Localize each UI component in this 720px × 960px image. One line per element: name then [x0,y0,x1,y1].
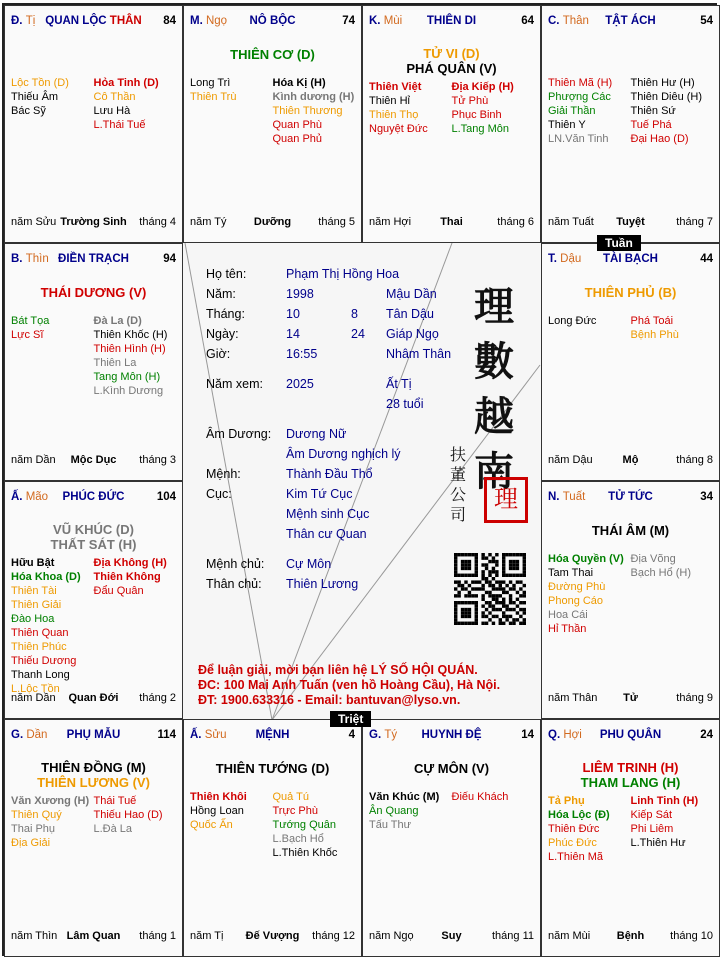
info-value: Cự Môn [286,557,332,571]
palace-month: tháng 10 [670,930,713,942]
main-star: LIÊM TRINH (H) [582,760,679,775]
star: Tử Phù [451,95,489,107]
main-star: THẤT SÁT (H) [50,537,137,552]
stars-left [11,76,90,118]
star: Tuế Phá [630,119,672,131]
palace-footer [11,216,176,230]
palace-footer [190,216,355,230]
horoscope-chart [2,3,717,956]
seal-char: 扶 [450,445,467,464]
stars-left [190,790,269,832]
seal-char: 董 [450,465,467,484]
star: Thiếu Hao (D) [93,809,163,821]
palace-number: 54 [700,15,713,27]
main-star: THIÊN TƯỚNG (D) [215,761,330,776]
calligraphy-char: 南 [474,448,514,495]
stars-right [94,314,173,398]
info-value-canchi: Nhâm Thân [386,347,452,361]
palace-title: HUYNH ĐỆ [421,729,482,741]
palace-month: tháng 8 [676,454,713,466]
star: Tang Môn (H) [93,371,161,383]
palace-footer [548,454,713,468]
info-value: Phạm Thị Hồng Hoa [286,267,400,281]
palace-header [190,729,355,743]
star: Hỏa Tinh (D) [93,77,159,89]
palace-title: QUAN LỘC THÂN [45,15,142,27]
info-label: Họ tên: [206,267,247,281]
star: Quả Tú [272,791,309,803]
palace-header [11,253,176,267]
star: Thiên Việt [369,81,422,93]
palace-header [190,15,355,29]
palace-number: 44 [700,253,713,265]
palace-header [548,253,713,267]
seal-char: 公 [450,485,467,504]
info-label: Mệnh chủ: [206,557,265,571]
palace-footer [11,454,176,468]
palace-stage: Mộ [622,454,639,466]
palace-year: năm Dần [11,692,56,704]
palace-header [548,729,713,743]
star: Phi Liêm [630,823,674,835]
info-value: Thành Đầu Thổ [286,467,373,481]
star: Tấu Thư [369,819,412,831]
star: Phượng Các [548,91,611,103]
star: Hóa Kị (H) [272,77,326,89]
palace-stage: Quan Đới [68,692,119,704]
star: Thiên Quan [11,627,69,639]
stars-left [11,314,90,342]
star: Thiếu Dương [11,655,77,667]
palace-thin [4,243,183,481]
star: Nguyệt Đức [369,123,428,135]
stars-left [11,556,90,696]
palace-month: tháng 1 [139,930,176,942]
palace-year: năm Mùi [548,930,591,942]
palace-title: NÔ BỘC [249,15,296,27]
info-value-lunar: 24 [351,327,365,341]
stars-right [94,794,173,836]
palace-footer [11,692,176,706]
palace-month: tháng 6 [497,216,534,228]
star: L.Thiên Khốc [272,847,338,859]
palace-number: 114 [157,729,176,741]
info-value: Âm Dương nghịch lý [286,447,401,461]
palace-month: tháng 3 [139,454,176,466]
star: Tướng Quân [272,819,336,831]
star: Trực Phù [272,805,318,817]
palace-stage: Mộc Dục [70,454,117,466]
palace-suu [183,719,362,957]
calligraphy-char: 數 [474,338,514,385]
info-value: Thiên Lương [286,577,359,591]
palace-title: TÀI BẠCH [603,253,658,265]
star: Phá Toái [630,315,674,327]
star: Hoa Cái [548,609,588,621]
palace-stage: Lâm Quan [66,930,121,942]
info-value: 2025 [286,377,314,391]
palace-ti [4,5,183,243]
palace-header [369,15,534,29]
palace-ty [362,719,541,957]
palace-can-chi: C. Thân [548,15,589,27]
star: Kình dương (H) [272,91,355,103]
star: Linh Tinh (H) [630,795,699,807]
star: L.Lộc Tồn [11,683,60,695]
palace-year: năm Tuất [548,216,594,228]
stars-right [272,76,355,146]
star: Đường Phù [548,581,606,593]
info-label: Năm: [206,287,236,301]
palace-month: tháng 5 [318,216,355,228]
palace-header [369,729,534,743]
star: Thiên Khốc (H) [93,329,168,341]
star: Hồng Loan [190,805,244,817]
palace-month: tháng 12 [312,930,355,942]
star: Thiên Tài [11,585,57,597]
palace-stage: Dưỡng [253,216,292,228]
star: Quan Phù [272,119,323,131]
main-star: CỰ MÔN (V) [413,761,490,776]
star: Ân Quang [369,805,419,817]
star: Thái Tuế [93,795,137,807]
star: Thiên Khôi [190,791,247,803]
stars-right [452,80,531,136]
star: Thiếu Âm [11,91,59,103]
seal-char: 司 [450,505,467,524]
calligraphy-char: 越 [474,393,514,440]
star: Lưu Hà [93,105,131,117]
star: Địa Giải [11,837,51,849]
star: Thiên Diêu (H) [630,91,703,103]
star: Phong Cáo [548,595,604,607]
info-label: Giờ: [206,347,231,361]
star: Thiên Y [548,119,586,131]
seal-stamp [450,445,472,525]
star: Hữu Bật [11,557,55,569]
stars-right [631,76,710,146]
palace-title: PHÚC ĐỨC [62,491,125,503]
star: Văn Khúc (M) [369,791,440,803]
palace-footer [548,930,713,944]
palace-number: 84 [163,15,176,27]
star: Thiên Sứ [630,105,676,117]
palace-stage: Trường Sinh [60,216,127,228]
info-value-canchi: Tân Dậu [386,307,434,321]
palace-can-chi: Ấ. Sửu [190,729,227,741]
palace-stage: Bệnh [616,930,645,942]
star: Văn Xương (H) [11,795,90,807]
palace-tuat [541,481,720,719]
palace-year: năm Ngọ [369,930,414,942]
star: L.Thiên Mã [548,851,604,863]
palace-title: PHU QUÂN [599,729,662,741]
star: Kiếp Sát [630,809,673,821]
palace-dan [4,719,183,957]
star: Thiên Giải [11,599,62,611]
star: Lộc Tồn (D) [11,77,69,89]
contact-line: Để luận giải, mời bạn liên hệ LÝ SỐ HỘI QUÁN. [198,663,478,677]
main-star: THIÊN LƯƠNG (V) [37,775,150,790]
palace-number: 64 [521,15,534,27]
palace-stage: Thai [440,216,463,228]
palace-can-chi: Ấ. Mão [11,491,49,503]
star: Hóa Quyền (V) [548,553,624,565]
star: Thiên Thương [272,105,343,117]
info-value-canchi: Giáp Ngọ [386,327,439,341]
star: Long Trì [190,77,231,89]
star: Đà La (D) [93,315,142,327]
palace-can-chi: G. Tý [369,729,398,741]
info-value: 1998 [286,287,314,301]
star: Thiên Mã (H) [548,77,613,89]
palace-number: 14 [521,729,534,741]
star: Bệnh Phù [630,329,679,341]
palace-footer [548,692,713,706]
info-value: Thân cư Quan [286,527,367,541]
stars-left [369,80,448,136]
stars-right [94,76,173,132]
star: Quốc Ấn [190,819,233,831]
star: L.Đà La [93,823,133,835]
star: Thai Phụ [11,823,56,835]
palace-header [11,729,176,743]
main-star: THAM LANG (H) [580,775,681,790]
info-label: Ngày: [206,327,239,341]
stars-left [548,314,627,328]
star: Thiên Hỉ [369,95,410,107]
palace-year: năm Thân [548,692,598,704]
palace-year: năm Sửu [11,216,57,228]
info-value: Dương Nữ [286,427,347,441]
palace-year: năm Tý [190,216,227,228]
star: Phúc Đức [548,837,597,849]
palace-year: năm Tị [190,930,224,942]
info-value-canchi: 28 tuổi [386,397,424,411]
palace-month: tháng 9 [676,692,713,704]
stars-left [369,790,448,832]
palace-stage: Suy [441,930,462,942]
star: Lực Sĩ [11,329,44,341]
star: Đẩu Quân [93,585,144,597]
main-star: TỬ VI (D) [423,46,480,61]
star: Hóa Khoa (D) [11,571,81,583]
info-value-lunar: 8 [351,307,358,321]
contact-line: ĐT: 1900.633316 - Email: bantuvan@lyso.vn. [198,693,461,707]
palace-footer [548,216,713,230]
center-info-panel [184,245,542,721]
palace-can-chi: T. Dậu [548,253,582,265]
info-value: 16:55 [286,347,318,361]
info-value-canchi: Ất Tị [386,377,412,391]
palace-footer [190,930,355,944]
info-value: Mệnh sinh Cục [286,507,370,521]
stars-left [548,76,627,146]
palace-title: TỬ TỨC [608,491,653,503]
palace-title: TẬT ÁCH [605,15,656,27]
palace-number: 24 [700,729,713,741]
palace-year: năm Dậu [548,454,593,466]
info-value-canchi: Mậu Dần [386,287,437,301]
info-label: Âm Dương: [206,427,272,441]
info-label: Tháng: [206,307,245,321]
palace-mao [4,481,183,719]
palace-year: năm Dần [11,454,56,466]
star: Thiên Phúc [11,641,67,653]
star: L.Thiên Hư [630,837,686,849]
star: Địa Kiếp (H) [451,81,514,93]
tuan-badge: Tuần [597,235,641,251]
star: L.Thái Tuế [93,119,146,131]
star: Thiên Trù [190,91,237,103]
palace-year: năm Thìn [11,930,58,942]
palace-title: ĐIỀN TRẠCH [58,253,129,265]
palace-month: tháng 2 [139,692,176,704]
palace-footer [11,930,176,944]
qr-code [454,553,526,625]
main-star: THÁI DƯƠNG (V) [40,285,147,300]
star: Địa Võng [630,553,676,565]
star: Thiên Thọ [369,109,419,121]
star: Bạch Hổ (H) [630,567,692,579]
star: Thanh Long [11,669,70,681]
info-label: Năm xem: [206,377,263,391]
star: Long Đức [548,315,597,327]
palace-hoi [541,719,720,957]
palace-footer [369,216,534,230]
main-star: THÁI ÂM (M) [591,523,670,538]
star: Đại Hao (D) [630,133,689,145]
palace-number: 94 [163,253,176,265]
star: Hỉ Thần [548,623,587,635]
palace-number: 104 [156,491,176,503]
star: Địa Không (H) [93,557,167,569]
stars-right [631,552,710,580]
star: Phục Binh [451,109,502,121]
main-star: PHÁ QUÂN (V) [406,61,497,76]
red-seal: 理 [484,477,528,523]
info-value: 10 [286,307,300,321]
star: Thiên Quý [11,809,62,821]
star: Thiên Đức [548,823,600,835]
star: Bát Tọa [11,315,50,327]
star: Thiên Hư (H) [630,77,695,89]
palace-number: 74 [342,15,355,27]
palace-title: PHỤ MẪU [66,729,121,741]
star: Thiên Hình (H) [93,343,166,355]
palace-can-chi: B. Thìn [11,253,49,265]
stars-right [94,556,173,598]
palace-number: 34 [700,491,713,503]
palace-can-chi: M. Ngọ [190,15,228,27]
palace-month: tháng 11 [491,930,534,942]
main-star: THIÊN ĐỒNG (M) [41,760,146,775]
palace-stage: Đế Vượng [245,930,300,942]
palace-month: tháng 4 [139,216,176,228]
palace-stage: Tử [623,692,638,704]
palace-can-chi: K. Mùi [369,15,403,27]
palace-header [548,491,713,505]
stars-left [11,794,90,850]
info-label: Thân chủ: [206,577,262,591]
triet-badge: Triệt [330,711,371,727]
star: Cô Thần [93,91,136,103]
palace-number: 4 [348,729,355,741]
star: Thiên La [93,357,137,369]
palace-than [541,5,720,243]
info-value: Kim Tứ Cục [286,487,353,501]
palace-footer [369,930,534,944]
stars-left [548,794,627,864]
star: Điếu Khách [451,791,509,803]
star: L.Kình Dương [93,385,164,397]
stars-right [631,794,710,850]
palace-ngo [183,5,362,243]
main-star: THIÊN PHỦ (B) [584,285,677,300]
star: LN.Văn Tinh [548,133,609,145]
main-star: VŨ KHÚC (D) [53,522,134,537]
contact-info [198,663,500,708]
palace-dau [541,243,720,481]
stars-right [273,790,352,860]
palace-title: THIÊN DI [426,15,477,27]
palace-stage: Tuyệt [616,216,645,228]
palace-header [548,15,713,29]
contact-line: ĐC: 100 Mai Anh Tuấn (ven hồ Hoàng Cầu), Hà Nội. [198,678,501,692]
palace-can-chi: G. Dần [11,729,48,741]
calligraphy-char: 理 [474,283,514,330]
star: Bác Sỹ [11,105,46,117]
palace-year: năm Hợi [369,216,412,228]
star: L.Bạch Hổ [272,833,324,845]
stars-right [631,314,710,342]
palace-title: MỆNH [255,729,290,741]
star: L.Tang Môn [451,123,509,135]
stars-left [190,76,269,104]
star: Giải Thần [548,105,596,117]
palace-mui [362,5,541,243]
star: Tam Thai [548,567,594,579]
main-star: THIÊN CƠ (D) [230,47,315,62]
info-label: Mệnh: [206,467,241,481]
stars-left [548,552,627,636]
star: Thiên Không [93,571,161,583]
star: Quan Phủ [272,133,323,145]
palace-can-chi: N. Tuất [548,491,586,503]
info-value: 14 [286,327,300,341]
palace-can-chi: Q. Hợi [548,729,582,741]
star: Tả Phụ [548,795,585,807]
star: Đào Hoa [11,613,55,625]
palace-header [11,491,176,505]
palace-can-chi: Đ. Tị [11,15,36,27]
star: Hóa Lộc (Đ) [548,809,610,821]
info-label: Cục: [206,487,232,501]
stars-right [452,790,531,804]
palace-header [11,15,176,29]
palace-month: tháng 7 [676,216,713,228]
info-row [206,527,536,543]
